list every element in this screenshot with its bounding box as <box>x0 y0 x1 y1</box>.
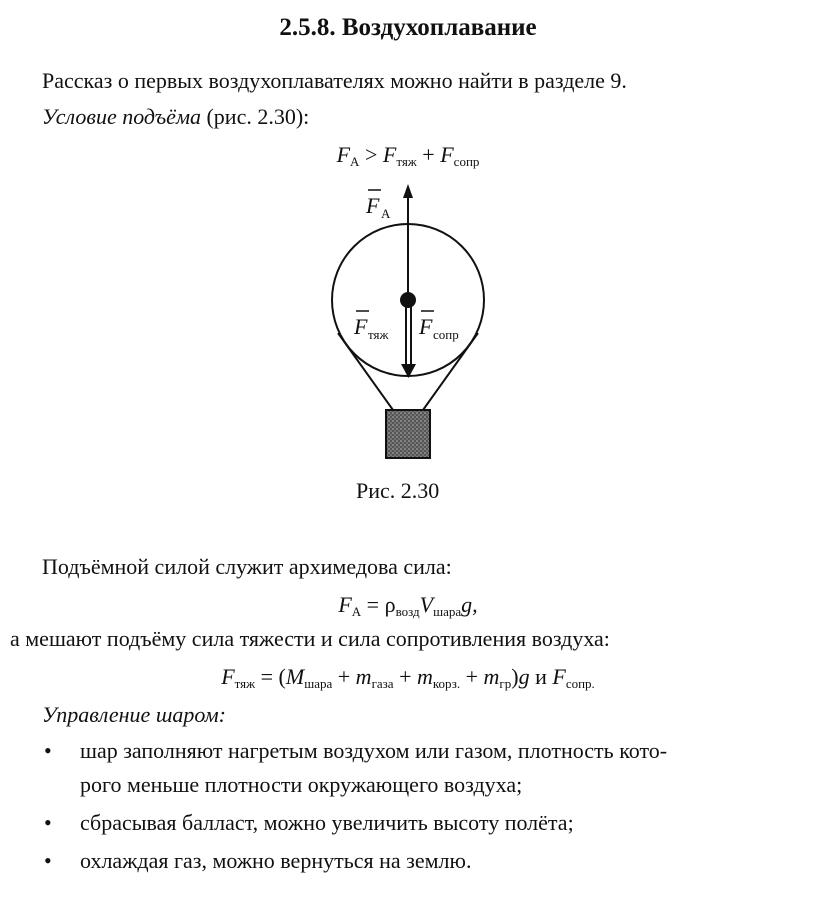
figure-caption: Рис. 2.30 <box>356 478 440 503</box>
lift-condition-label: Условие подъёма <box>42 104 201 129</box>
bullet-2-line-1: сбрасывая балласт, можно увеличить высоту полёта; <box>80 810 574 835</box>
label-fa-sub: A <box>381 206 391 221</box>
label-fa-text: F <box>366 193 380 218</box>
label-fa <box>365 190 391 221</box>
obstruct-text: а мешают подъёму сила тяжести и сила сопротивления воздуха: <box>10 626 610 651</box>
label-ftyazh <box>353 311 389 342</box>
label-ftyazh-sub: тяж <box>368 327 389 342</box>
bullet-2-marker: • <box>44 810 52 835</box>
lift-condition-ref: (рис. 2.30): <box>200 104 310 129</box>
lift-condition-formula: $F_A > F_{тяж} + F_{сопр}$ <box>336 142 480 169</box>
archimedes-text: Подъёмной силой служит архимедова сила: <box>42 554 452 579</box>
label-ftyazh-text: F <box>354 314 368 339</box>
bullet-3-marker: • <box>44 848 52 873</box>
basket <box>386 410 430 458</box>
arrow-fa-head <box>403 184 413 198</box>
archimedes-formula: $F_A = \rho_{возд}V_{шара}g$, <box>338 592 478 619</box>
label-fsopr <box>418 311 459 342</box>
control-heading: Управление шаром: <box>42 702 226 727</box>
center-point <box>400 292 416 308</box>
section-title: 2.5.8. Воздухоплавание <box>279 14 537 41</box>
bullet-3-line-1: охлаждая газ, можно вернуться на землю. <box>80 848 472 873</box>
label-fsopr-sub: сопр <box>433 327 459 342</box>
bullet-1-line-2: рого меньше плотности окружающего воздуха; <box>80 772 523 797</box>
weight-formula: $F_{тяж} = (M_{шара} + m_{газа} + m_{корз.} + m_{гр})g$ и $F_{сопр.}$ <box>221 664 595 691</box>
label-fsopr-text: F <box>419 314 433 339</box>
intro-paragraph: Рассказ о первых воздухоплавателях можно найти в разделе 9. <box>42 68 627 93</box>
bullet-1-line-1: шар заполняют нагретым воздухом или газом, плотность кото- <box>80 738 668 763</box>
bullet-1-marker: • <box>44 738 52 763</box>
